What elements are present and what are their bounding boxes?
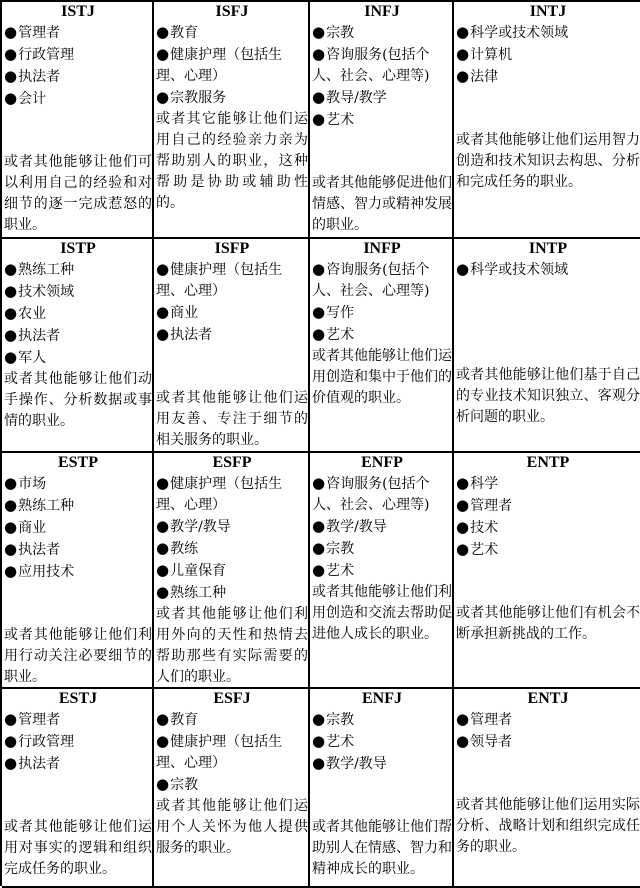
bullet-icon: ● [312, 260, 326, 278]
bullet-icon: ● [4, 260, 18, 278]
career-item [156, 302, 308, 324]
career-item-label: 宗教 [326, 25, 355, 41]
career-item [456, 495, 640, 517]
career-list [4, 473, 152, 583]
career-item [456, 473, 640, 495]
career-item-label: 执法者 [18, 69, 61, 85]
career-description: 或者其他能够让他们基于自己的专业技术知识独立、客观分析问题的职业。 [456, 367, 640, 425]
bullet-icon: ● [456, 474, 470, 492]
career-item [312, 560, 452, 582]
career-item-label: 教练 [170, 541, 199, 557]
career-item-label: 执法者 [18, 328, 61, 344]
career-item [156, 709, 308, 731]
type-cell-istp [2, 239, 154, 453]
career-item-label: 行政管理 [18, 734, 75, 750]
career-item-label: 咨询服务(包括个人、社会、心理等) [312, 47, 430, 84]
bullet-icon: ● [456, 67, 470, 85]
career-list [4, 22, 152, 110]
type-heading: ESFP [212, 454, 252, 471]
bullet-icon: ● [456, 518, 470, 536]
career-list [4, 259, 152, 369]
bullet-icon: ● [156, 561, 170, 579]
bullet-icon: ● [312, 110, 326, 128]
career-item [156, 473, 308, 516]
bullet-icon: ● [4, 23, 18, 41]
career-list [312, 473, 452, 582]
career-item-label: 健康护理（包括生理、心理） [156, 476, 283, 513]
type-heading: ESTJ [58, 690, 98, 707]
career-item [312, 259, 452, 302]
career-item [456, 709, 640, 731]
type-cell-isfj [154, 2, 310, 239]
career-item [4, 731, 152, 753]
bullet-icon: ● [456, 540, 470, 558]
bullet-icon: ● [456, 260, 470, 278]
bullet-icon: ● [4, 710, 18, 728]
career-item [456, 731, 640, 753]
career-item-label: 执法者 [18, 756, 61, 772]
career-list [456, 473, 640, 561]
career-item [4, 259, 152, 281]
career-item [312, 516, 452, 538]
career-description: 或者其他能够让他们利用外向的天性和热情去帮助那些有实际需要的人们的职业。 [156, 606, 308, 685]
career-description: 或者其他能够让他们运用对事实的逻辑和组织完成任务的职业。 [4, 819, 152, 877]
career-item-label: 健康护理（包括生理、心理） [156, 47, 283, 84]
career-item-label: 教育 [170, 25, 199, 41]
bullet-icon: ● [312, 561, 326, 579]
career-item [312, 324, 452, 346]
career-item [4, 325, 152, 347]
career-item-label: 健康护理（包括生理、心理） [156, 734, 283, 771]
career-item-label: 执法者 [170, 327, 213, 343]
career-item-label: 咨询服务(包括个人、社会、心理等) [312, 476, 430, 513]
type-heading: ESFJ [213, 690, 251, 707]
bullet-icon: ● [4, 562, 18, 580]
career-item-label: 会计 [18, 91, 47, 107]
career-description: 或者其他能够让他们运用个人关怀为他人提供服务的职业。 [156, 798, 308, 856]
type-heading: INTP [528, 240, 568, 257]
career-list [156, 709, 308, 796]
bullet-icon: ● [456, 496, 470, 514]
career-item [312, 709, 452, 731]
bullet-icon: ● [156, 732, 170, 750]
bullet-icon: ● [156, 45, 170, 63]
bullet-icon: ● [4, 304, 18, 322]
career-item-label: 艺术 [326, 734, 355, 750]
career-item [4, 539, 152, 561]
career-item [4, 281, 152, 303]
career-list [456, 22, 640, 88]
career-item-label: 管理者 [470, 498, 513, 514]
career-item [4, 753, 152, 775]
career-item [312, 302, 452, 324]
career-description: 或者其他能够促进他们情感、智力或精神发展的职业。 [312, 175, 452, 233]
career-item [4, 44, 152, 66]
career-description: 或者其它能够让他们运用自己的经验亲力亲为帮助别人的职业，这种帮助是协助或辅助性的。 [156, 111, 308, 211]
bullet-icon: ● [156, 517, 170, 535]
career-item [312, 44, 452, 87]
career-item [156, 324, 308, 346]
career-item [456, 259, 640, 281]
career-item-label: 宗教 [326, 712, 355, 728]
bullet-icon: ● [156, 303, 170, 321]
career-item-label: 艺术 [470, 542, 499, 558]
type-heading: ENFJ [362, 690, 402, 707]
career-description: 或者其他能够让他们运用智力创造和技术知识去构思、分析和完成任务的职业。 [456, 132, 640, 190]
type-cell-intj [454, 2, 640, 239]
career-item [4, 517, 152, 539]
bullet-icon: ● [312, 539, 326, 557]
bullet-icon: ● [156, 260, 170, 278]
career-item [156, 731, 308, 774]
career-list [312, 259, 452, 346]
career-item-label: 健康护理（包括生理、心理） [156, 262, 283, 299]
career-item [456, 22, 640, 44]
bullet-icon: ● [4, 326, 18, 344]
bullet-icon: ● [156, 583, 170, 601]
type-cell-estp [2, 453, 154, 689]
bullet-icon: ● [456, 732, 470, 750]
bullet-icon: ● [312, 754, 326, 772]
type-heading: ISTJ [61, 3, 95, 20]
career-item-label: 艺术 [326, 327, 355, 343]
career-item-label: 宗教 [326, 541, 355, 557]
bullet-icon: ● [156, 23, 170, 41]
career-item-label: 管理者 [18, 25, 61, 41]
career-item [156, 87, 308, 109]
career-item-label: 科学 [470, 476, 499, 492]
career-item-label: 管理者 [18, 712, 61, 728]
bullet-icon: ● [312, 23, 326, 41]
bullet-icon: ● [156, 539, 170, 557]
bullet-icon: ● [456, 710, 470, 728]
career-item [312, 22, 452, 44]
career-description: 或者其他能够让他们帮助别人在情感、智力和精神成长的职业。 [312, 819, 452, 877]
type-cell-infj [310, 2, 454, 239]
career-item [4, 303, 152, 325]
career-item-label: 技术领域 [18, 284, 75, 300]
career-item [4, 22, 152, 44]
career-item [4, 561, 152, 583]
bullet-icon: ● [156, 710, 170, 728]
career-item-label: 宗教服务 [170, 90, 227, 106]
career-item [156, 582, 308, 604]
type-heading: ISTP [60, 240, 96, 257]
career-item [156, 560, 308, 582]
type-cell-intp [454, 239, 640, 453]
career-item-label: 商业 [170, 305, 199, 321]
bullet-icon: ● [456, 45, 470, 63]
career-item [4, 495, 152, 517]
career-description: 或者其他能够让他们运用创造和集中于他们的价值观的职业。 [312, 348, 452, 406]
career-item-label: 教育 [170, 712, 199, 728]
career-item-label: 军人 [18, 350, 47, 366]
career-item-label: 技术 [470, 520, 499, 536]
career-item-label: 科学或技术领域 [470, 262, 569, 278]
bullet-icon: ● [312, 303, 326, 321]
career-item-label: 行政管理 [18, 47, 75, 63]
career-item-label: 教导/教学 [326, 90, 387, 106]
bullet-icon: ● [4, 89, 18, 107]
type-heading: INFJ [364, 3, 400, 20]
career-item-label: 执法者 [18, 542, 61, 558]
bullet-icon: ● [312, 325, 326, 343]
bullet-icon: ● [4, 282, 18, 300]
career-item [312, 753, 452, 775]
career-description: 或者其他能够让他们动手操作、分析数据或事情的职业。 [4, 371, 152, 429]
type-cell-isfp [154, 239, 310, 453]
career-item [156, 774, 308, 796]
career-list [156, 259, 308, 346]
bullet-icon: ● [156, 775, 170, 793]
bullet-icon: ● [4, 540, 18, 558]
career-item-label: 管理者 [470, 712, 513, 728]
type-cell-enfj [310, 689, 454, 888]
career-item [4, 473, 152, 495]
bullet-icon: ● [456, 23, 470, 41]
bullet-icon: ● [156, 325, 170, 343]
career-item-label: 写作 [326, 305, 355, 321]
type-heading: ESTP [57, 454, 98, 471]
career-item-label: 教学/教导 [326, 519, 387, 535]
career-item [4, 88, 152, 110]
type-cell-istj [2, 2, 154, 239]
career-item-label: 教学/教导 [326, 756, 387, 772]
type-cell-entj [454, 689, 640, 888]
type-cell-infp [310, 239, 454, 453]
career-item [456, 517, 640, 539]
career-list [312, 709, 452, 775]
bullet-icon: ● [4, 754, 18, 772]
career-list [312, 22, 452, 131]
bullet-icon: ● [312, 517, 326, 535]
career-item-label: 教学/教导 [170, 519, 231, 535]
career-item-label: 科学或技术领域 [470, 25, 569, 41]
career-description: 或者其他能够让他们可以利用自己的经验和对细节的逐一完成惹怒的职业。 [4, 154, 152, 233]
career-item [312, 109, 452, 131]
career-item-label: 农业 [18, 306, 47, 322]
career-item [156, 44, 308, 87]
career-item-label: 商业 [18, 520, 47, 536]
type-heading: ENTJ [527, 690, 569, 707]
bullet-icon: ● [4, 348, 18, 366]
career-item-label: 市场 [18, 476, 47, 492]
type-heading: ISFJ [215, 3, 249, 20]
bullet-icon: ● [4, 45, 18, 63]
type-cell-enfp [310, 453, 454, 689]
career-list [156, 22, 308, 109]
career-item-label: 应用技术 [18, 564, 75, 580]
career-item-label: 宗教 [170, 777, 199, 793]
bullet-icon: ● [312, 88, 326, 106]
career-item [4, 709, 152, 731]
career-item-label: 领导者 [470, 734, 513, 750]
career-item [156, 22, 308, 44]
bullet-icon: ● [4, 474, 18, 492]
type-heading: INFP [363, 240, 401, 257]
bullet-icon: ● [4, 496, 18, 514]
career-item-label: 熟练工种 [18, 262, 75, 278]
career-description: 或者其他能够让他们利用创造和交流去帮助促进他人成长的职业。 [312, 584, 452, 642]
career-item [456, 539, 640, 561]
type-heading: ENFP [361, 454, 403, 471]
career-description: 或者其他能够让他们有机会不断承担新挑战的工作。 [456, 605, 640, 642]
career-list [456, 709, 640, 753]
career-description: 或者其他能够让他们运用友善、专注于细节的相关服务的职业。 [156, 390, 308, 448]
career-item-label: 艺术 [326, 563, 355, 579]
career-item [312, 538, 452, 560]
career-item [4, 347, 152, 369]
career-item [156, 259, 308, 302]
career-item [312, 87, 452, 109]
bullet-icon: ● [156, 474, 170, 492]
career-item-label: 熟练工种 [170, 585, 227, 601]
career-item [456, 66, 640, 88]
career-item [4, 66, 152, 88]
career-item-label: 咨询服务(包括个人、社会、心理等) [312, 262, 430, 299]
bullet-icon: ● [312, 732, 326, 750]
type-heading: INTJ [529, 3, 567, 20]
bullet-icon: ● [4, 67, 18, 85]
career-item [456, 44, 640, 66]
career-item-label: 法律 [470, 69, 499, 85]
bullet-icon: ● [312, 474, 326, 492]
bullet-icon: ● [4, 732, 18, 750]
bullet-icon: ● [312, 45, 326, 63]
career-list [456, 259, 640, 281]
career-description: 或者其他能够让他们利用行动关注必要细节的职业。 [4, 627, 152, 685]
type-cell-entp [454, 453, 640, 689]
career-description: 或者其他能够让他们运用实际分析、战略计划和组织完成任务的职业。 [456, 797, 640, 855]
career-list [4, 709, 152, 775]
career-item [312, 731, 452, 753]
bullet-icon: ● [156, 88, 170, 106]
type-cell-esfp [154, 453, 310, 689]
career-item-label: 艺术 [326, 112, 355, 128]
career-item [156, 538, 308, 560]
career-item [312, 473, 452, 516]
bullet-icon: ● [4, 518, 18, 536]
bullet-icon: ● [312, 710, 326, 728]
career-item-label: 熟练工种 [18, 498, 75, 514]
career-item-label: 计算机 [470, 47, 513, 63]
career-list [156, 473, 308, 604]
type-cell-estj [2, 689, 154, 888]
type-heading: ISFP [214, 240, 250, 257]
type-cell-esfj [154, 689, 310, 888]
career-item [156, 516, 308, 538]
career-item-label: 儿童保育 [170, 563, 227, 579]
type-heading: ENTP [526, 454, 570, 471]
